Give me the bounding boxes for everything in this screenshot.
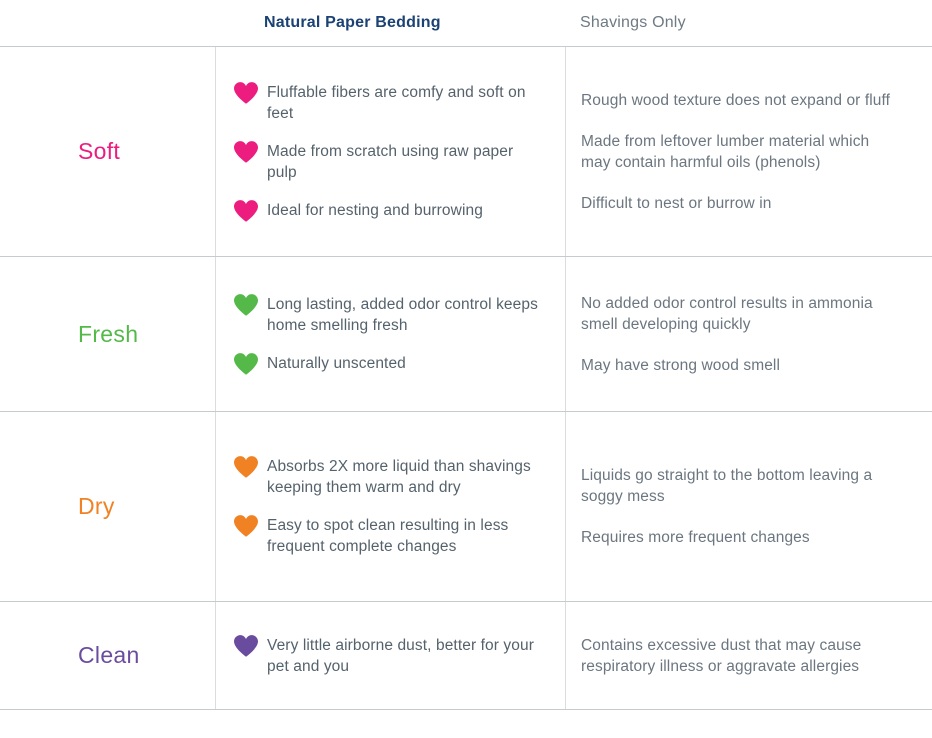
table-header-row — [0, 0, 932, 47]
heart-icon — [234, 82, 258, 104]
shavings-cell — [565, 257, 932, 411]
heart-icon — [234, 294, 258, 316]
benefit-text: Ideal for nesting and burrowing — [267, 201, 483, 219]
drawback-text: Requires more frequent changes — [581, 529, 810, 546]
drawback-text: Contains excessive dust that may cause respiratory illness or aggravate allergies — [581, 636, 862, 675]
table-body — [0, 47, 932, 710]
paper-bedding-cell — [215, 602, 565, 709]
benefit-item — [234, 141, 539, 183]
row-label-cell — [0, 47, 215, 256]
benefit-text: Naturally unscented — [267, 354, 406, 372]
paper-bedding-cell — [215, 47, 565, 256]
column-header-shavings-only: Shavings Only — [580, 14, 686, 31]
heart-icon — [234, 141, 258, 163]
drawback-text: Made from leftover lumber material which may contain harmful oils (phenols) — [581, 132, 870, 171]
row-label-cell — [0, 412, 215, 601]
heart-icon — [234, 200, 258, 222]
heart-icon — [234, 635, 258, 657]
benefit-item — [234, 200, 539, 222]
heart-icon — [234, 353, 258, 375]
paper-bedding-cell — [215, 257, 565, 411]
row-label-cell — [0, 257, 215, 411]
heart-icon — [234, 515, 258, 537]
drawback-text: Liquids go straight to the bottom leaving a soggy mess — [581, 467, 873, 505]
table-row-fresh — [0, 257, 932, 412]
row-label: Clean — [78, 642, 140, 668]
benefit-text: Easy to spot clean resulting in less frequent complete changes — [267, 517, 509, 555]
benefit-text: Made from scratch using raw paper pulp — [267, 142, 514, 181]
drawback-text: No added odor control results in ammonia smell developing quickly — [581, 294, 873, 333]
benefit-item — [234, 82, 539, 124]
row-label: Dry — [78, 493, 115, 519]
drawback-text: May have strong wood smell — [581, 356, 781, 374]
benefit-text: Long lasting, added odor control keeps home smelling fresh — [267, 295, 538, 334]
benefit-item — [234, 294, 539, 336]
shavings-cell — [565, 412, 932, 601]
benefit-item — [234, 353, 539, 375]
header-empty-cell — [0, 0, 215, 46]
paper-bedding-cell — [215, 412, 565, 601]
table-row-clean — [0, 602, 932, 710]
column-header-natural-paper-bedding: Natural Paper Bedding — [264, 14, 441, 31]
benefit-text: Fluffable fibers are comfy and soft on feet — [267, 83, 526, 122]
benefit-item — [234, 515, 539, 557]
row-label: Soft — [78, 138, 121, 164]
shavings-cell — [565, 47, 932, 256]
drawback-text: Rough wood texture does not expand or fluff — [581, 91, 891, 109]
shavings-cell — [565, 602, 932, 709]
table-row-dry — [0, 412, 932, 602]
table-row-soft — [0, 47, 932, 257]
benefit-text: Very little airborne dust, better for your pet and you — [267, 636, 534, 675]
drawback-text: Difficult to nest or burrow in — [581, 194, 772, 212]
heart-icon — [234, 456, 258, 478]
benefit-item — [234, 456, 539, 498]
benefit-text: Absorbs 2X more liquid than shavings keeping them warm and dry — [267, 458, 531, 496]
benefit-item — [234, 635, 539, 677]
row-label-cell — [0, 602, 215, 709]
row-label: Fresh — [78, 320, 139, 347]
